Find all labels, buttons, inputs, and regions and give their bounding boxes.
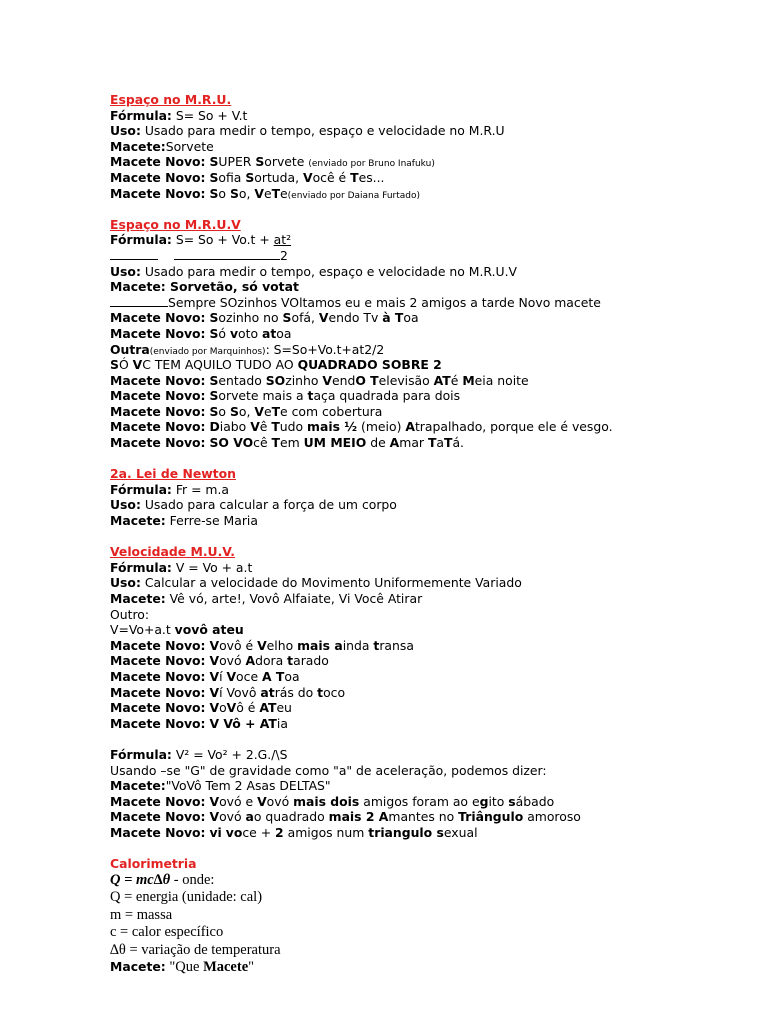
macete-novo-line: Macete Novo: Sofia Sortuda, Você é Tes... xyxy=(110,169,385,185)
uso-line: Uso: Usado para calcular a força de um corpo xyxy=(110,497,397,513)
macete-novo-line: Macete Novo: Diabo Vê Tudo mais ½ (meio) Atrapalhado, porque ele é vesgo. xyxy=(110,419,613,435)
macete-line: Macete: Sorvetão, só votat xyxy=(110,279,299,295)
macete-novo-line: Macete Novo: V Vô + ATia xyxy=(110,715,288,731)
document-body xyxy=(110,92,750,975)
section-title-mru: Espaço no M.R.U. xyxy=(110,92,232,107)
section-title-mruv: Espaço no M.R.U.V xyxy=(110,216,241,232)
macete-line: Macete:Sorvete xyxy=(110,138,214,154)
macete-novo-line: Macete Novo: Vovô é Velho mais ainda transa xyxy=(110,637,414,653)
macete-novo-line: Macete Novo: So So, VeTe com cobertura xyxy=(110,403,383,419)
uso-line: Uso: Calcular a velocidade do Movimento Uniformemente Variado xyxy=(110,575,522,591)
macete-novo-line: Macete Novo: Vovó ao quadrado mais 2 Amantes no Triângulo amoroso xyxy=(110,809,581,825)
macete-novo-line: Macete Novo: Só voto atoa xyxy=(110,325,292,341)
vvo-line: V=Vo+a.t vovô ateu xyxy=(110,622,244,638)
formula-line: Fórmula: Fr = m.a xyxy=(110,481,230,497)
macete-line: Macete: "Que Macete" xyxy=(110,959,255,976)
section-title-muv: Velocidade M.U.V. xyxy=(110,544,235,560)
uso-line: Uso: Usado para medir o tempo, espaço e velocidade no M.R.U.V xyxy=(110,263,517,279)
macete-novo-line: Macete Novo: SUPER Sorvete (enviado por Bruno Inafuku) xyxy=(110,154,435,170)
formula-line: Fórmula: S= So + Vo.t + at² xyxy=(110,232,292,248)
definition-q: Q = energia (unidade: cal) xyxy=(110,889,263,906)
macete-novo-line: Macete Novo: Sorvete mais a taça quadrada para dois xyxy=(110,388,461,404)
sempre-line: Sempre SOzinhos VOltamos eu e mais 2 amigos a tarde Novo macete xyxy=(110,295,750,311)
macete-novo-line: Macete Novo: vi voce + 2 amigos num triangulo sexual xyxy=(110,824,478,840)
outro-line: Outro: xyxy=(110,606,150,622)
definition-dt: ∆θ = variação de temperatura xyxy=(110,941,281,958)
outra-line: Outra(enviado por Marquinhos): S=So+Vo.t+at2/2 xyxy=(110,341,385,357)
formula-line: Q = mc∆θ - onde: xyxy=(110,871,215,888)
macete-novo-line: Macete Novo: Ví Voce A Toa xyxy=(110,668,300,684)
usando-line: Usando –se "G" de gravidade como "a" de aceleração, podemos dizer: xyxy=(110,762,547,778)
uso-line: Uso: Usado para medir o tempo, espaço e velocidade no M.R.U xyxy=(110,123,505,139)
definition-m: m = massa xyxy=(110,906,173,923)
macete-novo-line: Macete Novo: Sentado SOzinho VendO Televisão ATé Meia noite xyxy=(110,372,529,388)
macete-novo-line: Macete Novo: SO VOcê Tem UM MEIO de Amar TaTá. xyxy=(110,435,464,451)
section-title-newton: 2a. Lei de Newton xyxy=(110,466,236,482)
macete-novo-line: Macete Novo: VoVô é ATeu xyxy=(110,700,292,716)
macete-novo-line: Macete Novo: Vovó e Vovó mais dois amigos foram ao egito sábado xyxy=(110,793,555,809)
macete-novo-line: Macete Novo: Vovó Adora tarado xyxy=(110,653,329,669)
formula-line: Fórmula: S= So + V.t xyxy=(110,107,248,123)
macete-line: Macete: Ferre-se Maria xyxy=(110,513,258,529)
section-title-calorimetria: Calorimetria xyxy=(110,856,197,872)
definition-c: c = calor específico xyxy=(110,924,224,941)
so-vc-line: SÓ VC TEM AQUILO TUDO AO QUADRADO SOBRE 2 xyxy=(110,357,442,373)
fraction-line: 2 xyxy=(110,248,750,264)
macete-line: Macete:"VoVô Tem 2 Asas DELTAS" xyxy=(110,778,331,794)
macete-novo-line: Macete Novo: So So, VeTe(enviado por Daiana Furtado) xyxy=(110,185,420,201)
macete-line: Macete: Vê vó, arte!, Vovô Alfaiate, Vi Você Atirar xyxy=(110,591,423,606)
formula-line: Fórmula: V = Vo + a.t xyxy=(110,559,253,575)
macete-novo-line: Macete Novo: Ví Vovô atrás do toco xyxy=(110,684,346,700)
macete-novo-line: Macete Novo: Sozinho no Sofá, Vendo Tv à Toa xyxy=(110,310,419,326)
formula-line: Fórmula: V² = Vo² + 2.G./\S xyxy=(110,746,288,762)
